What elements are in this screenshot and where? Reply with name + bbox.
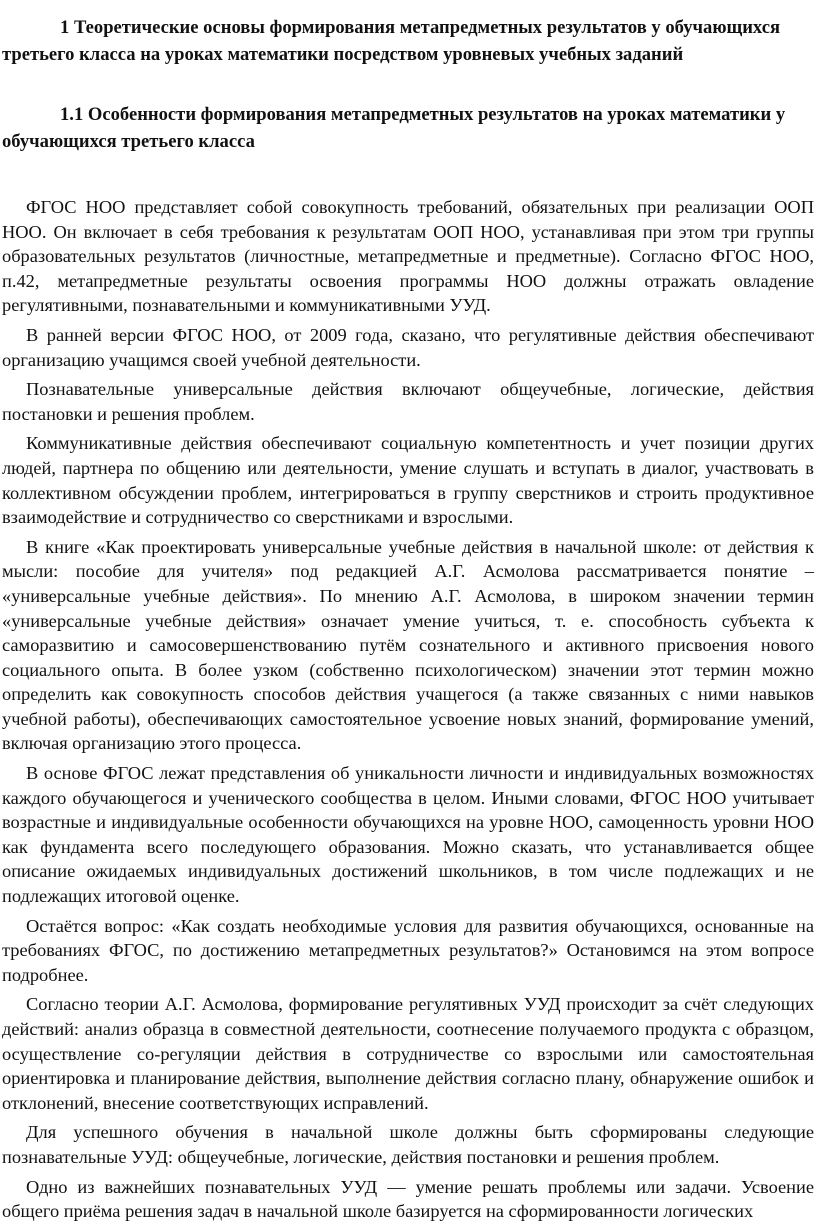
paragraph-7: Остаётся вопрос: «Как создать необходимые условия для развития обучающихся, основанные на требованиях ФГОС, по достижению метапредметных результатов?» Остановимся на этом вопросе подробнее. [2,915,814,985]
paragraph-5: В книге «Как проектировать универсальные учебные действия в начальной школе: от действия к мысли: пособие для учителя» под редакцией А.Г. Асмолова рассматривается понятие – «универсальные учебные действия». По мнению А.Г. Асмолова, в широком значении термин «универсальные учебные действия» означает умение учиться, т. е. способность субъекта к саморазвитию и самосовершенствованию путём сознательного и активного присвоения нового социального опыта. В более узком (собственно психологическом) значении этот термин можно определить как совокупность способов действия учащегося (а также связанных с ними навыков учебной работы), обеспечивающих самостоятельное усвоение новых знаний, формирование умений, включая организацию этого процесса. [2,536,814,754]
paragraph-6: В основе ФГОС лежат представления об уникальности личности и индивидуальных возможностях каждого обучающегося и ученического сообщества в целом. Иными словами, ФГОС НОО учитывает возрастные и индивидуальные особенности обучающихся на уровне НОО, самоценность уровни НОО как фундамента всего последующего образования. Можно сказать, что устанавливается общее описание ожидаемых индивидуальных достижений школьников, в том числе подлежащих и не подлежащих итоговой оценке. [2,763,814,907]
paragraph-3: Познавательные универсальные действия включают общеучебные, логические, действия постановки и решения проблем. [2,379,814,424]
paragraph-2: В ранней версии ФГОС НОО, от 2009 года, сказано, что регулятивные действия обеспечивают организацию учащимся своей учебной деятельности. [2,324,814,370]
paragraph-10: Одно из важнейших познавательных УУД — умение решать проблемы или задачи. Усвоение общего приёма решения задач в начальной школе базируется на сформированности логических [2,1176,814,1222]
paragraph-9: Для успешного обучения в начальной школе должны быть сформированы следующие познавательные УУД: общеучебные, логические, действия постановки и решения проблем. [2,1122,814,1167]
chapter-heading: 1 Теоретические основы формирования метапредметных результатов у обучающихся третьего класса на уроках математики посредством уровневых учебных заданий [2,17,781,65]
paragraph-4: Коммуникативные действия обеспечивают социальную компетентность и учет позиции других людей, партнера по общению или деятельности, умение слушать и вступать в диалог, участвовать в коллективном обсуждении проблем, интегрироваться в группу сверстников и строить продуктивное взаимодействие и сотрудничество со сверстниками и взрослыми. [2,433,814,528]
section-heading: 1.1 Особенности формирования метапредметных результатов на уроках математики у обучающихся третьего класса [2,104,786,152]
paragraph-8: Согласно теории А.Г. Асмолова, формирование регулятивных УУД происходит за счёт следующих действий: анализ образца в совместной деятельности, соотнесение получаемого продукта с образцом, осуществление со-регуляции действия в сотрудничестве со взрослыми или самостоятельная ориентировка и планирование действия, выполнение действия согласно плану, обнаружение ошибок и отклонений, внесение соответствующих исправлений. [2,994,814,1113]
paragraph-1: ФГОС НОО представляет собой совокупность требований, обязательных при реализации ООП НОО. Он включает в себя требования к результатам ООП НОО, устанавливая при этом три группы образовательных результатов (личностные, метапредметные и предметные). Согласно ФГОС НОО, п.42, метапредметные результаты освоения программы НОО должны отражать овладение регулятивными, познавательными и коммуникативными УУД. [2,197,814,316]
